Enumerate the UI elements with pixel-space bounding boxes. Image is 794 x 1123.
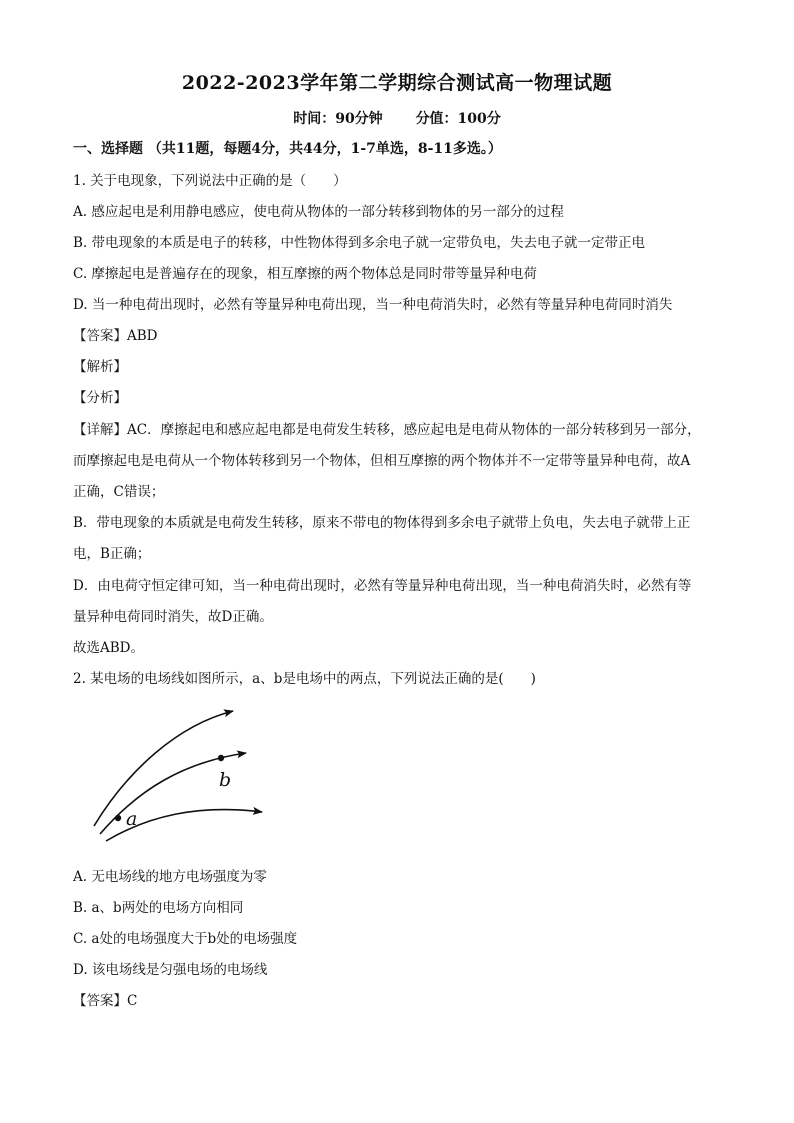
q2-option-c: C. a处的电场强度大于b处的电场强度 [73,931,298,947]
q1-option-b: B. 带电现象的本质是电子的转移，中性物体得到多余电子就一定带负电，失去电子就一定带正电 [73,235,646,251]
q1-detail-line [73,420,733,440]
answer-tag: 【答案】 [73,993,127,1009]
answer-value: C [127,993,138,1009]
field-line-top [94,711,233,826]
detail-text: AC．摩擦起电和感应起电都是电荷发生转移，感应起电是电荷从物体的一部分转移到另一部分， [127,422,701,438]
answer-value: ABD [127,328,158,344]
exam-meta [0,108,794,128]
q1-option-c: C. 摩擦起电是普遍存在的现象，相互摩擦的两个物体总是同时带等量异种电荷 [73,266,537,282]
point-b-dot [218,755,224,761]
point-a-dot [115,815,121,821]
q1-detail-line: 量异种电荷同时消失，故D正确。 [73,609,273,625]
exam-time: 时间：90分钟 [293,111,383,127]
q2-answer [73,991,733,1011]
detail-tag: 【详解】 [73,422,127,438]
q1-detail-line: 故选ABD。 [73,640,144,656]
answer-tag: 【答案】 [73,328,127,344]
section-heading: 一、选择题 （共11题，每题4分，共44分，1-7单选，8-11多选。） [73,141,502,157]
q1-option-a: A. 感应起电是利用静电感应，使电荷从物体的一部分转移到物体的另一部分的过程 [73,204,564,220]
point-b-label: b [219,769,232,791]
q2-stem: 2. 某电场的电场线如图所示，a、b是电场中的两点，下列说法正确的是( ) [73,671,536,687]
q1-answer [73,326,733,346]
q1-detail-line: 正确，C错误； [73,484,165,500]
q2-option-a: A. 无电场线的地方电场强度为零 [73,869,267,885]
exam-score: 分值：100分 [415,111,501,127]
electric-field-figure [88,700,288,850]
q1-detail-line: D．由电荷守恒定律可知，当一种电荷出现时，必然有等量异种电荷出现，当一种电荷消失时，必然有等 [73,578,692,594]
q1-detail-line: B．带电现象的本质就是电荷发生转移，原来不带电的物体得到多余电子就带上负电，失去电子就带上正 [73,515,691,531]
q2-option-d: D. 该电场线是匀强电场的电场线 [73,962,268,978]
q2-option-b: B. a、b两处的电场方向相同 [73,900,244,916]
q1-analysis-tag: 【解析】 [73,359,127,375]
q1-fenxi-tag: 【分析】 [73,390,127,406]
q1-detail-line: 而摩擦起电是电荷从一个物体转移到另一个物体，但相互摩擦的两个物体并不一定带等量异种电荷，故A [73,453,691,469]
q1-detail-line: 电，B正确； [73,546,151,562]
q1-option-d: D. 当一种电荷出现时，必然有等量异种电荷出现，当一种电荷消失时，必然有等量异种电荷同时消失 [73,297,673,313]
point-a-label: a [126,808,138,830]
q1-stem: 1. 关于电现象，下列说法中正确的是（ ） [73,173,347,189]
field-line-middle [100,753,246,834]
page-title: 2022-2023学年第二学期综合测试高一物理试题 [181,72,613,94]
